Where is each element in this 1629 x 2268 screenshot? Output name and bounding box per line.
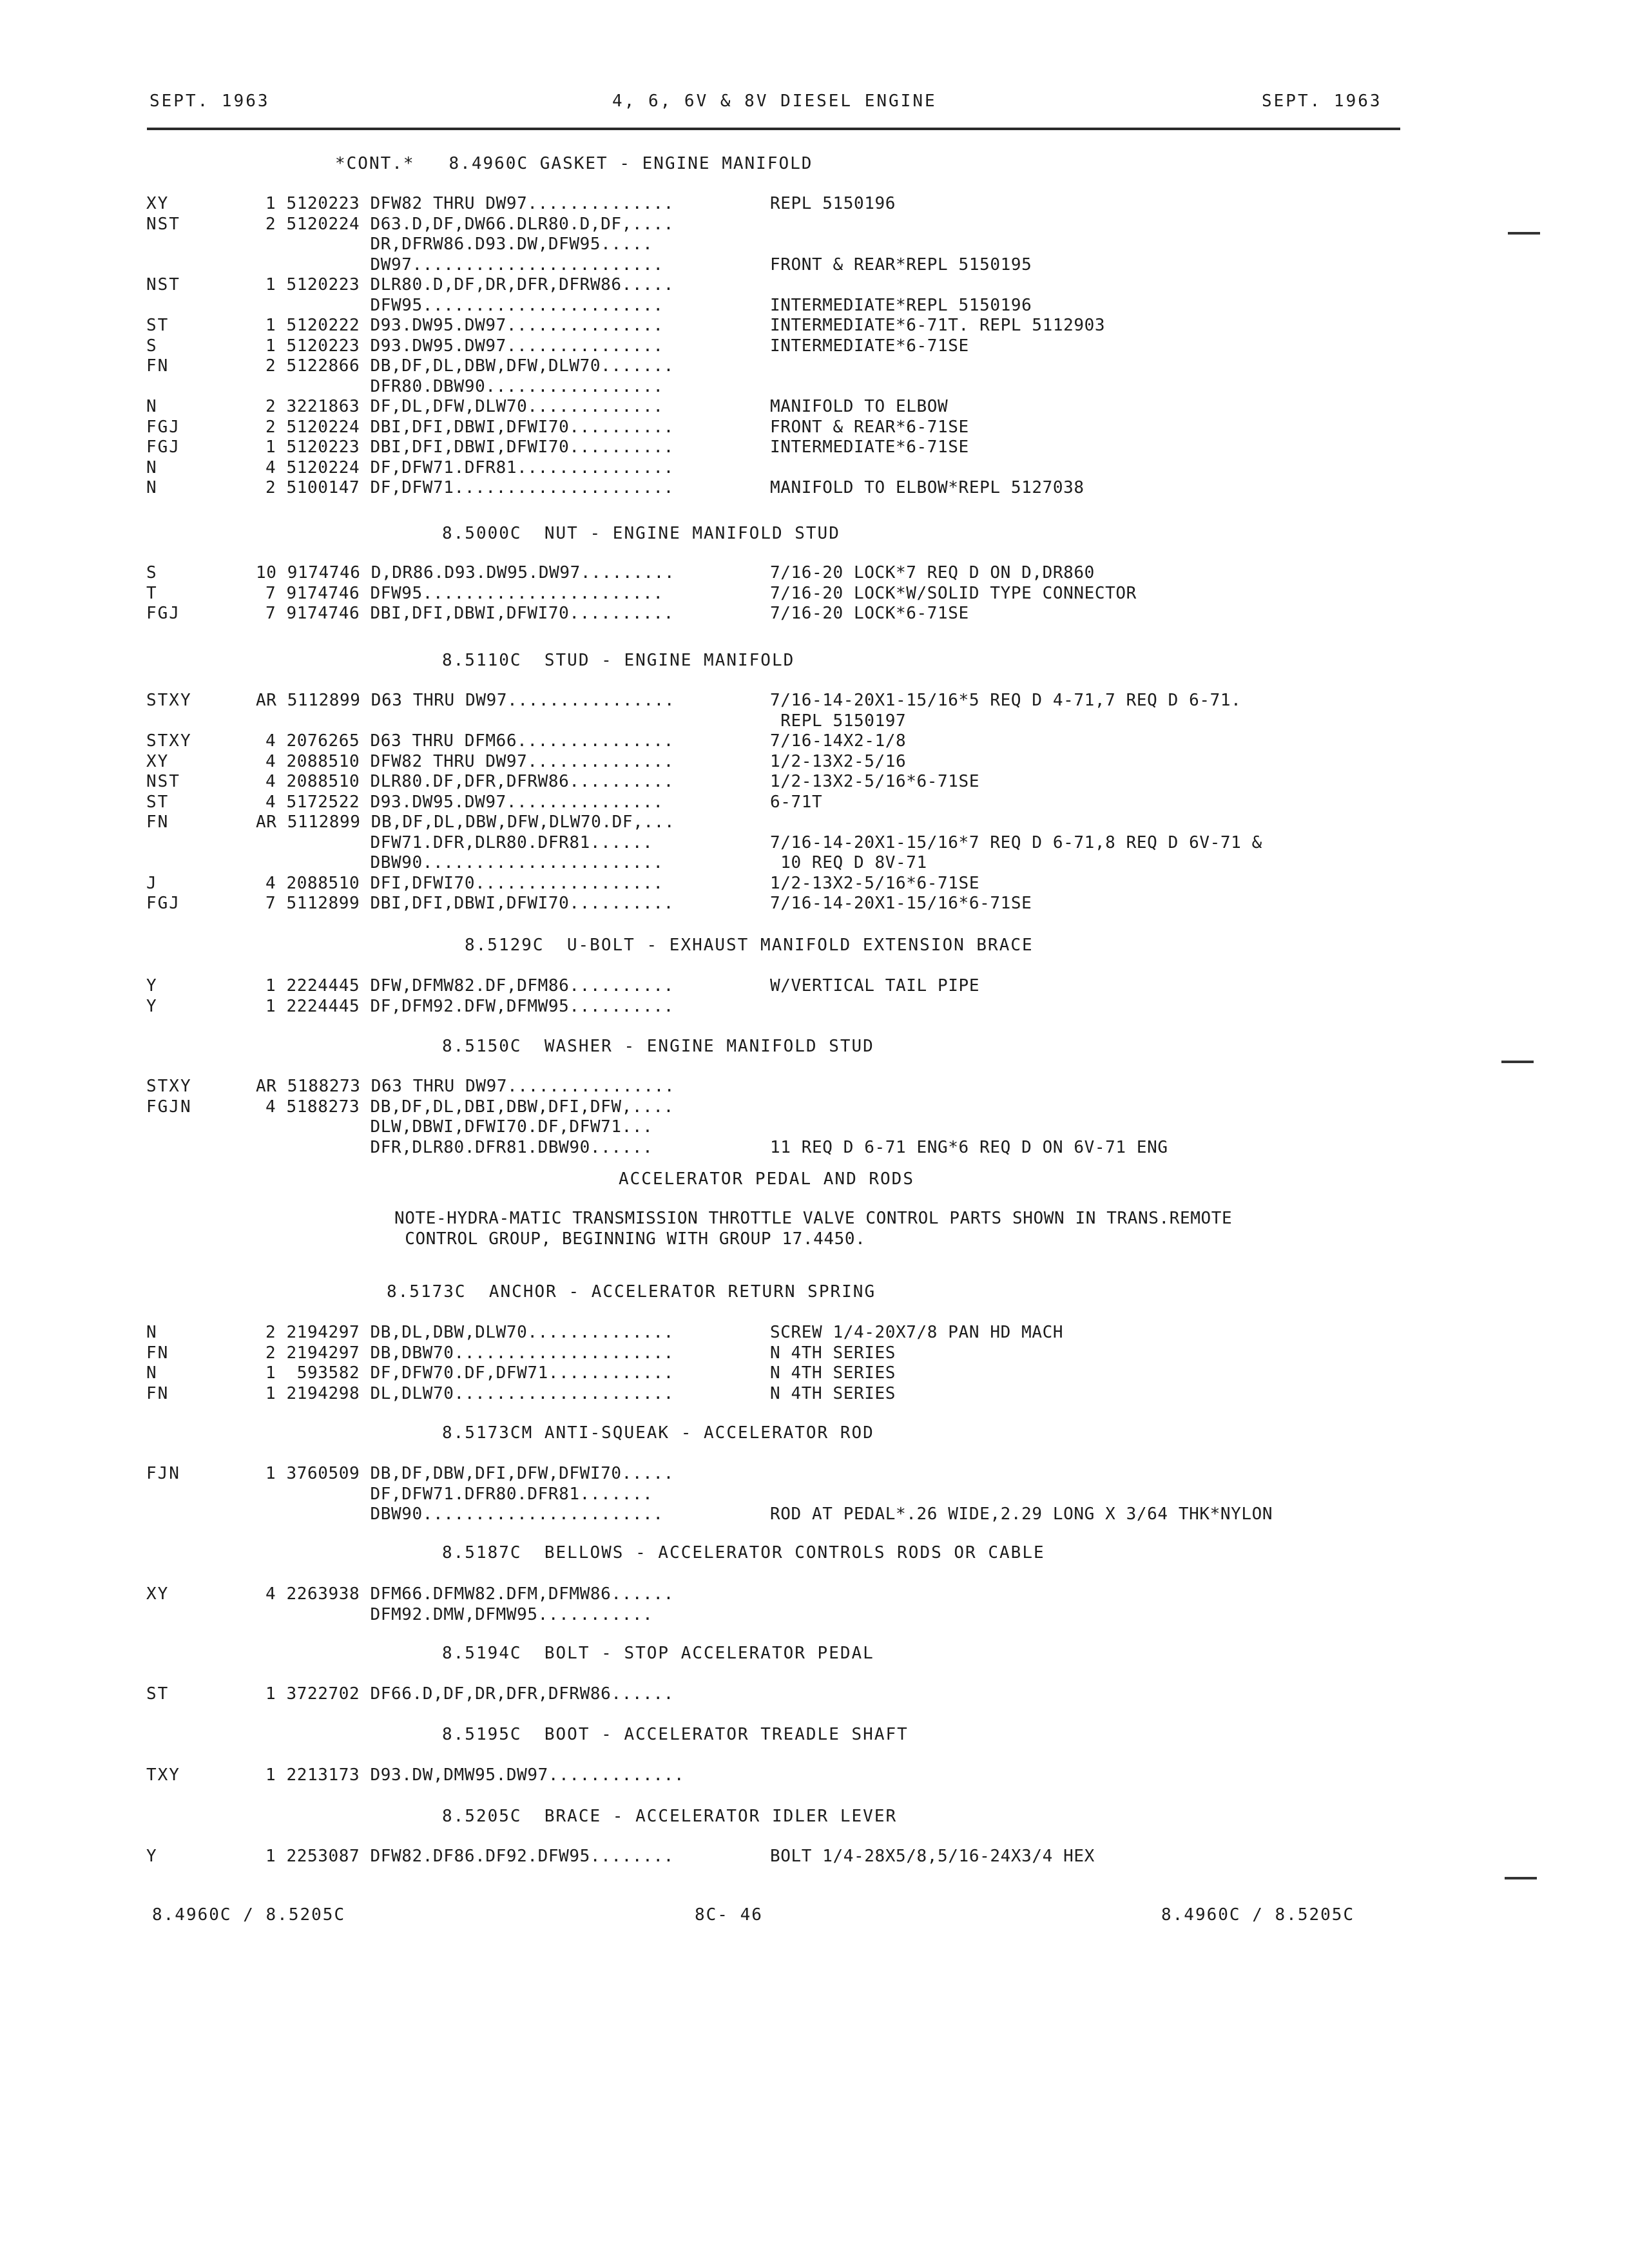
part-description: 1/2-13X2-5/16*6-71SE bbox=[770, 772, 980, 791]
part-line: 4 2088510 DLR80.DF,DFR,DFRW86.......... bbox=[265, 772, 674, 791]
part-line: 1 3760509 DB,DF,DBW,DFI,DFW,DFWI70..... bbox=[265, 1464, 674, 1483]
part-line: 1 2194298 DL,DLW70..................... bbox=[265, 1383, 674, 1403]
part-line: 4 2088510 DFI,DFWI70.................. bbox=[265, 873, 664, 893]
part-line: 4 5188273 DB,DF,DL,DBI,DBW,DFI,DFW,.... bbox=[265, 1097, 674, 1117]
applicability-code: FN bbox=[146, 1383, 169, 1403]
part-description: REPL 5150196 bbox=[770, 194, 896, 213]
applicability-code: FGJ bbox=[146, 417, 180, 437]
applicability-code: FGJ bbox=[146, 437, 180, 457]
section-title: 8.5000C NUT - ENGINE MANIFOLD STUD bbox=[442, 524, 840, 543]
part-line: 1 5120222 D93.DW95.DW97............... bbox=[265, 316, 664, 335]
part-line: DFR,DLR80.DFR81.DBW90...... bbox=[265, 1137, 653, 1157]
part-description: N 4TH SERIES bbox=[770, 1363, 896, 1383]
applicability-code: FN bbox=[146, 356, 169, 376]
applicability-code: FN bbox=[146, 812, 169, 832]
part-line: DFW95....................... bbox=[265, 295, 664, 315]
part-line: DBW90....................... bbox=[265, 1504, 664, 1524]
applicability-code: NST bbox=[146, 772, 180, 791]
part-description: REPL 5150197 bbox=[770, 711, 907, 731]
part-description: 10 REQ D 8V-71 bbox=[770, 853, 927, 872]
part-line: 1 3722702 DF66.D,DF,DR,DFR,DFRW86...... bbox=[265, 1684, 674, 1704]
part-line: 2 5120224 DBI,DFI,DBWI,DFWI70.......... bbox=[265, 417, 674, 437]
part-line: 2 5100147 DF,DFW71..................... bbox=[265, 478, 674, 497]
part-description: INTERMEDIATE*6-71SE bbox=[770, 336, 969, 356]
applicability-code: FGJ bbox=[146, 894, 180, 913]
part-line: 4 2263938 DFM66.DFMW82.DFM,DFMW86...... bbox=[265, 1584, 674, 1604]
part-description: SCREW 1/4-20X7/8 PAN HD MACH bbox=[770, 1323, 1064, 1342]
part-description: 7/16-20 LOCK*6-71SE bbox=[770, 604, 969, 623]
applicability-code: XY bbox=[146, 751, 169, 771]
part-line: 4 2088510 DFW82 THRU DW97.............. bbox=[265, 751, 674, 771]
section-title: ACCELERATOR PEDAL AND RODS bbox=[619, 1169, 914, 1189]
part-line: 1 2224445 DF,DFM92.DFW,DFMW95.......... bbox=[265, 996, 674, 1016]
part-description: 11 REQ D 6-71 ENG*6 REQ D ON 6V-71 ENG bbox=[770, 1137, 1168, 1157]
part-line: 2 5122866 DB,DF,DL,DBW,DFW,DLW70....... bbox=[265, 356, 674, 376]
part-description: W/VERTICAL TAIL PIPE bbox=[770, 976, 980, 995]
part-description: BOLT 1/4-28X5/8,5/16-24X3/4 HEX bbox=[770, 1847, 1095, 1866]
applicability-code: FN bbox=[146, 1343, 169, 1363]
applicability-code: XY bbox=[146, 1584, 169, 1604]
header-right: SEPT. 1963 bbox=[1262, 91, 1382, 111]
footer-page-number: 8C- 46 bbox=[695, 1905, 763, 1925]
margin-mark bbox=[1501, 1061, 1534, 1063]
part-line: 1 5120223 DLR80.D,DF,DR,DFR,DFRW86..... bbox=[265, 275, 674, 294]
section-title: 8.5195C BOOT - ACCELERATOR TREADLE SHAFT bbox=[442, 1725, 909, 1744]
part-description: INTERMEDIATE*REPL 5150196 bbox=[770, 295, 1032, 315]
applicability-code: S bbox=[146, 563, 158, 582]
part-description: ROD AT PEDAL*.26 WIDE,2.29 LONG X 3/64 THK*NYLON bbox=[770, 1504, 1273, 1524]
section-title: 8.5173CM ANTI-SQUEAK - ACCELERATOR ROD bbox=[442, 1423, 874, 1443]
section-title: *CONT.* 8.4960C GASKET - ENGINE MANIFOLD bbox=[335, 154, 813, 173]
part-line: DFW71.DFR,DLR80.DFR81...... bbox=[265, 832, 653, 852]
part-line: 7 9174746 DFW95....................... bbox=[265, 583, 664, 603]
part-line: 1 5120223 D93.DW95.DW97............... bbox=[265, 336, 664, 356]
applicability-code: ST bbox=[146, 1684, 169, 1704]
part-line: DFM92.DMW,DFMW95........... bbox=[265, 1604, 653, 1624]
applicability-code: ST bbox=[146, 316, 169, 335]
footer-right: 8.4960C / 8.5205C bbox=[1161, 1905, 1355, 1925]
header-rule bbox=[147, 128, 1400, 130]
part-line: 4 2076265 D63 THRU DFM66............... bbox=[265, 731, 674, 751]
part-line: DFR80.DBW90................. bbox=[265, 376, 664, 396]
part-description: 1/2-13X2-5/16 bbox=[770, 751, 907, 771]
footer-left: 8.4960C / 8.5205C bbox=[152, 1905, 346, 1925]
header-center: 4, 6, 6V & 8V DIESEL ENGINE bbox=[612, 91, 937, 111]
part-line: 1 2224445 DFW,DFMW82.DF,DFM86.......... bbox=[265, 976, 674, 995]
part-description: INTERMEDIATE*6-71T. REPL 5112903 bbox=[770, 316, 1106, 335]
part-line: DR,DFRW86.D93.DW,DFW95..... bbox=[265, 235, 653, 254]
section-note: NOTE-HYDRA-MATIC TRANSMISSION THROTTLE VALVE CONTROL PARTS SHOWN IN TRANS.REMOTE bbox=[394, 1209, 1233, 1228]
part-line: 1 593582 DF,DFW70.DF,DFW71............ bbox=[265, 1363, 674, 1383]
applicability-code: Y bbox=[146, 1847, 158, 1866]
applicability-code: FJN bbox=[146, 1464, 180, 1483]
part-description: MANIFOLD TO ELBOW bbox=[770, 397, 949, 416]
part-line: 2 2194297 DB,DL,DBW,DLW70.............. bbox=[265, 1323, 674, 1342]
part-line: 1 2253087 DFW82.DF86.DF92.DFW95........ bbox=[265, 1847, 674, 1866]
part-description: FRONT & REAR*REPL 5150195 bbox=[770, 255, 1032, 274]
section-title: 8.5150C WASHER - ENGINE MANIFOLD STUD bbox=[442, 1037, 874, 1056]
part-line: 4 5120224 DF,DFW71.DFR81............... bbox=[265, 457, 674, 477]
part-description: 7/16-14-20X1-15/16*5 REQ D 4-71,7 REQ D 6-71. bbox=[770, 691, 1242, 710]
section-title: 8.5194C BOLT - STOP ACCELERATOR PEDAL bbox=[442, 1644, 874, 1663]
part-line: DW97........................ bbox=[265, 255, 664, 274]
section-note: CONTROL GROUP, BEGINNING WITH GROUP 17.4450. bbox=[394, 1229, 866, 1249]
section-title: 8.5110C STUD - ENGINE MANIFOLD bbox=[442, 651, 795, 670]
applicability-code: FGJ bbox=[146, 604, 180, 623]
part-description: 7/16-14-20X1-15/16*6-71SE bbox=[770, 894, 1032, 913]
part-description: 7/16-14X2-1/8 bbox=[770, 731, 907, 751]
part-description: N 4TH SERIES bbox=[770, 1343, 896, 1363]
part-line: 10 9174746 D,DR86.D93.DW95.DW97......... bbox=[256, 563, 675, 582]
applicability-code: T bbox=[146, 583, 158, 603]
part-line: 2 2194297 DB,DBW70..................... bbox=[265, 1343, 674, 1363]
part-line: 1 5120223 DBI,DFI,DBWI,DFWI70.......... bbox=[265, 437, 674, 457]
part-description: INTERMEDIATE*6-71SE bbox=[770, 437, 969, 457]
applicability-code: ST bbox=[146, 792, 169, 812]
applicability-code: STXY bbox=[146, 1077, 192, 1096]
header-left: SEPT. 1963 bbox=[149, 91, 270, 111]
part-line: DBW90....................... bbox=[265, 853, 664, 872]
applicability-code: STXY bbox=[146, 691, 192, 710]
part-line: 4 5172522 D93.DW95.DW97............... bbox=[265, 792, 664, 812]
applicability-code: STXY bbox=[146, 731, 192, 751]
applicability-code: FGJN bbox=[146, 1097, 192, 1117]
section-title: 8.5129C U-BOLT - EXHAUST MANIFOLD EXTENSION BRACE bbox=[465, 936, 1034, 955]
part-description: MANIFOLD TO ELBOW*REPL 5127038 bbox=[770, 478, 1084, 497]
applicability-code: N bbox=[146, 1323, 158, 1342]
applicability-code: TXY bbox=[146, 1765, 180, 1785]
part-line: 1 2213173 D93.DW,DMW95.DW97............. bbox=[265, 1765, 685, 1785]
applicability-code: Y bbox=[146, 996, 158, 1016]
part-line: AR 5188273 D63 THRU DW97................ bbox=[256, 1077, 675, 1096]
margin-mark bbox=[1508, 232, 1540, 235]
applicability-code: S bbox=[146, 336, 158, 356]
part-line: 2 5120224 D63.D,DF,DW66.DLR80.D,DF,.... bbox=[265, 214, 674, 234]
section-title: 8.5205C BRACE - ACCELERATOR IDLER LEVER bbox=[442, 1807, 898, 1826]
section-title: 8.5187C BELLOWS - ACCELERATOR CONTROLS RODS OR CABLE bbox=[442, 1543, 1045, 1562]
applicability-code: Y bbox=[146, 976, 158, 995]
section-title: 8.5173C ANCHOR - ACCELERATOR RETURN SPRING bbox=[387, 1282, 876, 1302]
applicability-code: N bbox=[146, 397, 158, 416]
part-description: N 4TH SERIES bbox=[770, 1383, 896, 1403]
applicability-code: XY bbox=[146, 194, 169, 213]
part-line: 2 3221863 DF,DL,DFW,DLW70............. bbox=[265, 397, 664, 416]
applicability-code: N bbox=[146, 1363, 158, 1383]
part-line: 7 5112899 DBI,DFI,DBWI,DFWI70.......... bbox=[265, 894, 674, 913]
applicability-code: N bbox=[146, 457, 158, 477]
margin-mark bbox=[1505, 1877, 1537, 1879]
part-description: 6-71T bbox=[770, 792, 823, 812]
applicability-code: NST bbox=[146, 275, 180, 294]
part-line: DLW,DBWI,DFWI70.DF,DFW71... bbox=[265, 1117, 653, 1137]
part-description: 1/2-13X2-5/16*6-71SE bbox=[770, 873, 980, 893]
part-description: 7/16-20 LOCK*7 REQ D ON D,DR860 bbox=[770, 563, 1095, 582]
part-line: DF,DFW71.DFR80.DFR81....... bbox=[265, 1484, 653, 1504]
part-description: 7/16-14-20X1-15/16*7 REQ D 6-71,8 REQ D 6V-71 & bbox=[770, 832, 1262, 852]
part-description: 7/16-20 LOCK*W/SOLID TYPE CONNECTOR bbox=[770, 583, 1137, 603]
part-line: AR 5112899 DB,DF,DL,DBW,DFW,DLW70.DF,... bbox=[256, 812, 675, 832]
part-description: FRONT & REAR*6-71SE bbox=[770, 417, 969, 437]
applicability-code: NST bbox=[146, 214, 180, 234]
part-line: 1 5120223 DFW82 THRU DW97.............. bbox=[265, 194, 674, 213]
part-line: AR 5112899 D63 THRU DW97................ bbox=[256, 691, 675, 710]
applicability-code: N bbox=[146, 478, 158, 497]
applicability-code: J bbox=[146, 873, 158, 893]
part-line: 7 9174746 DBI,DFI,DBWI,DFWI70.......... bbox=[265, 604, 674, 623]
